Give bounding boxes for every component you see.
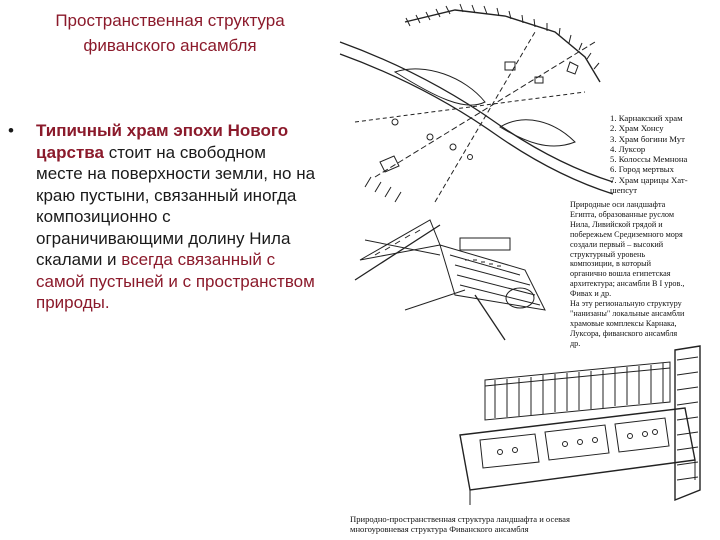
- legend-item: 7. Храм царицы Хат-: [610, 174, 688, 185]
- note-line: органично вошла египетская: [570, 269, 671, 279]
- note-line: др.: [570, 338, 581, 348]
- slide-title-line-2: фиванского ансамбля: [83, 36, 257, 55]
- legend-item: 6. Город мертвых: [610, 164, 674, 175]
- note-line: "нанизаны" локальные ансамбли: [570, 308, 685, 318]
- nile-map-drawing: [335, 2, 615, 217]
- legend-item: 4. Луксор: [610, 143, 646, 154]
- note-line: Природные оси ландшафта: [570, 200, 666, 209]
- note-line: структурный уровень: [570, 249, 646, 259]
- axes-complex-sketch: [345, 200, 570, 350]
- legend-item: 3. Храм богини Мут: [610, 133, 685, 144]
- note-line: архитектура; ансамбли В I уров.,: [570, 279, 685, 289]
- note-line: побережьем Средиземного моря: [570, 229, 683, 239]
- figure-caption: [350, 514, 680, 534]
- slide-title: [20, 8, 320, 58]
- note-line: храмовые комплексы Карнака,: [570, 318, 677, 328]
- note-line: Египта, образованные руслом: [570, 209, 675, 219]
- note-line: Нила, Ливийской грядой и: [570, 219, 663, 229]
- axes-description: [570, 200, 715, 349]
- paragraph-middle-text: стоит на свободном месте на поверхности земли, но на краю пустыни, связанный иногда композиционно с ограничивающими долину Нила скалами и: [36, 142, 316, 269]
- legend-item: 5. Колоссы Мемнона: [610, 154, 688, 165]
- bullet-marker: •: [8, 121, 14, 140]
- note-line: композиции, в который: [570, 259, 652, 269]
- map-legend: [610, 113, 720, 195]
- paragraph-accent-text: всегда связанный с самой пустыней и с пространством природы.: [36, 250, 315, 312]
- bullet-paragraph: [36, 120, 316, 314]
- note-line: Фивах и др.: [570, 289, 612, 299]
- paragraph-bold-phrase: Типичный храм эпохи Нового царства: [36, 121, 289, 162]
- note-line: Луксора, фиванского ансамбля: [570, 328, 678, 338]
- legend-item: 1. Карнакский храм: [610, 113, 683, 123]
- caption-line-1: Природно-пространственная структура ландшафта и осевая: [350, 514, 570, 524]
- legend-item: шепсут: [610, 185, 638, 196]
- caption-line-2: многоуровневая структура Фиванского ансамбля: [350, 524, 529, 534]
- slide-title-line-1: Пространственная структура: [55, 11, 285, 30]
- note-line: На эту региональную структуру: [570, 299, 682, 309]
- note-line: создали первый – высокий: [570, 239, 664, 249]
- temple-perspective-drawing: [455, 340, 705, 512]
- legend-item: 2. Храм Хонсу: [610, 123, 664, 134]
